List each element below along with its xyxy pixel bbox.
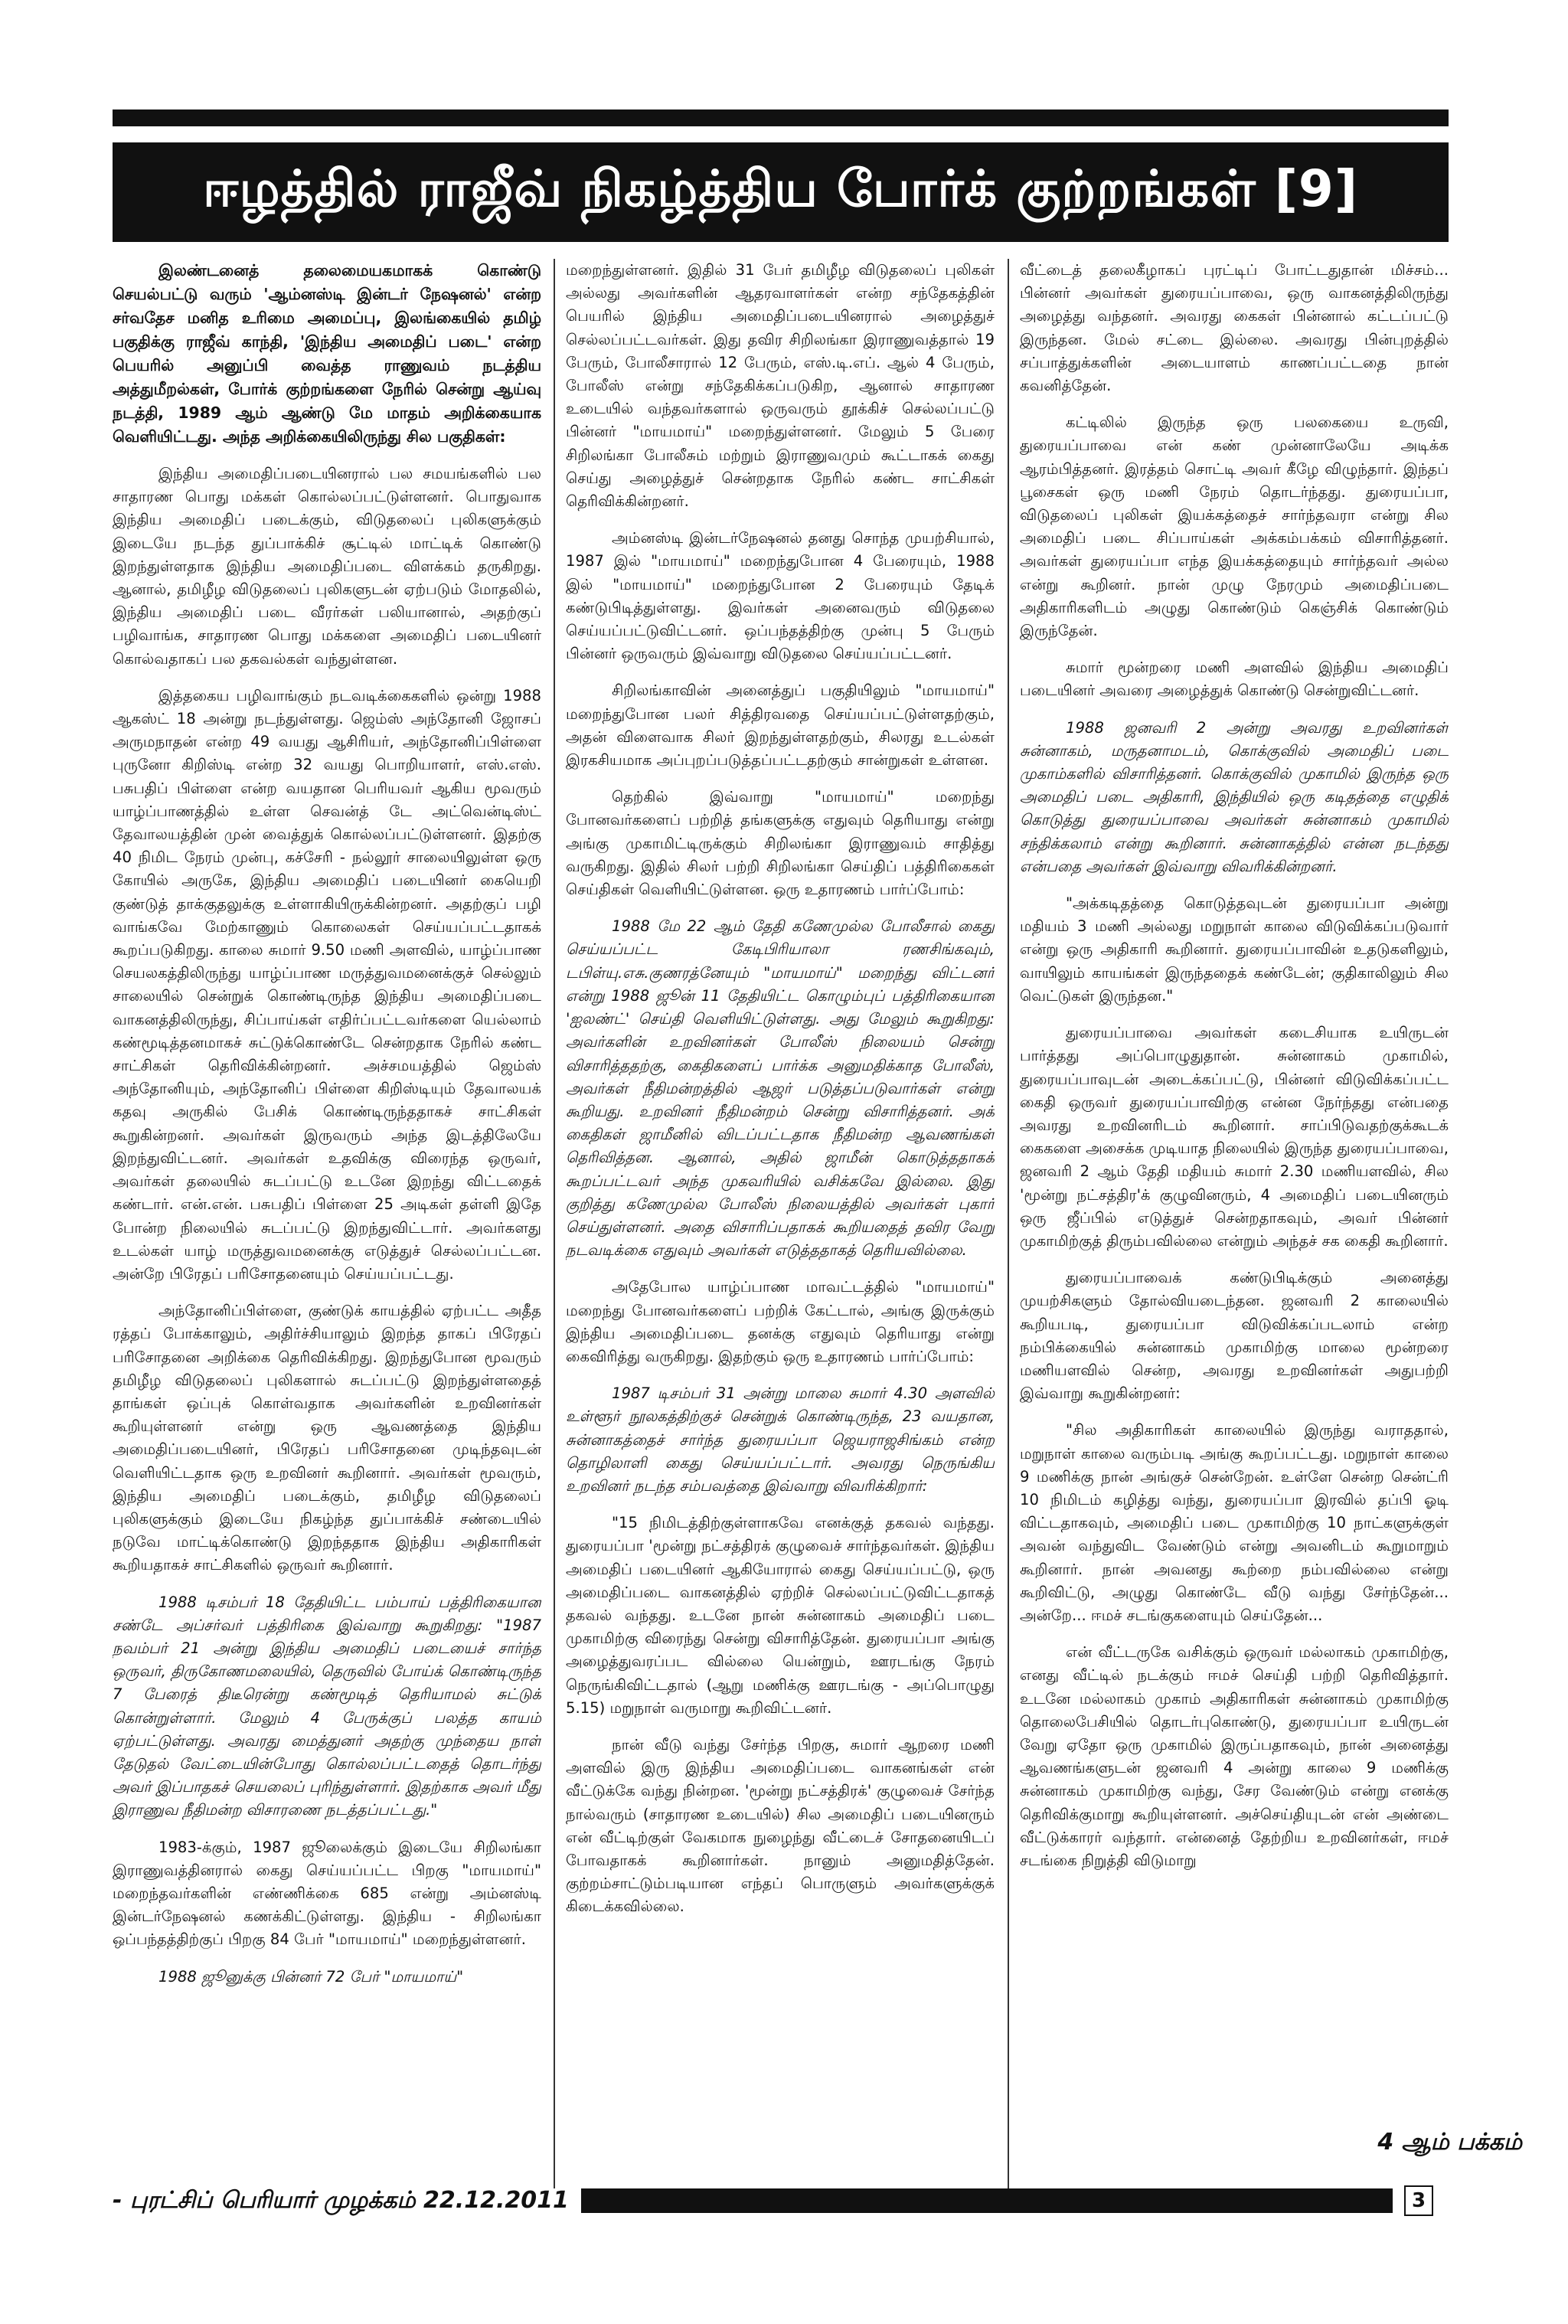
paragraph: இலண்டனைத் தலைமையகமாகக் கொண்டு செயல்பட்டு வரும் 'ஆம்னஸ்டி இன்டர் நேஷனல்' என்ற சர்வதேச மனித உரிமை அமைப்பு, இலங்கையில் தமிழ் பகுதிக்கு ராஜீவ் காந்தி, 'இந்திய அமைதிப் படை' என்ற பெயரில் அனுப்பி வைத்த ராணுவம் நடத்திய அத்துமீறல்கள், போர்க் குற்றங்களை நேரில் சென்று ஆய்வு நடத்தி, 1989 ஆம் ஆண்டு மே மாதம் அறிக்கையாக வெளியிட்டது. அந்த அறிக்கையிலிருந்து சில பகுதிகள்: [113,261,541,446]
paragraph: 1988 ஜூனுக்கு பின்னர் 72 பேர் "மாயமாய்" [158,1967,464,1986]
paragraph: "அக்கடிதத்தை கொடுத்தவுடன் துரையப்பா அன்று மதியம் 3 மணி அல்லது மறுநாள் காலை விடுவிக்கப்படுவார் என்று ஒரு அதிகாரி கூறினார். துரையப்பாவின் உதடுகளிலும், வாயிலும் காயங்கள் இருந்ததைக் கண்டேன்; குதிகாலிலும் சில வெட்டுகள் இருந்தன." [1020,894,1449,1005]
column-divider [1008,259,1009,2188]
paragraph: நான் வீடு வந்து சேர்ந்த பிறகு, சுமார் ஆறரை மணி அளவில் இரு இந்திய அமைதிப்படை வாகனங்கள் என் வீட்டுக்கே வந்து நின்றன. 'மூன்று நட்சத்திரக்' குழுவைச் சேர்ந்த நால்வரும் (சாதாரண உடையில்) சில அமைதிப் படையினரும் என் வீட்டிற்குள் வேகமாக நுழைந்து வீட்டைச் சோதனையிடப் போவதாகக் கூறினார்கள். நானும் அனுமதித்தேன். குற்றம்சாட்டும்படியான எந்தப் பொருளும் அவர்களுக்குக் கிடைக்கவில்லை. [566,1735,995,1916]
paragraph: 1988 டிசம்பர் 18 தேதியிட்ட பம்பாய் பத்திரிகையான சண்டே அப்சர்வர் பத்திரிகை இவ்வாறு கூறுகிறது: "1987 நவம்பர் 21 அன்று இந்திய அமைதிப் படையைச் சார்ந்த ஒருவர், திருகோணமலையில், தெருவில் போய்க் கொண்டிருந்த 7 பேரைத் திடீரென்று கண்மூடித் தெரியாமல் சுட்டுக் கொன்றுள்ளார். மேலும் 4 பேருக்குப் பலத்த காயம் ஏற்பட்டுள்ளது. அவரது மைத்துனர் அதற்கு முந்தைய நாள் தேடுதல் வேட்டையின்போது கொல்லப்பட்டதைத் தொடர்ந்து அவர் இப்பாதகச் செயலைப் புரிந்துள்ளார். இதற்காக அவர் மீது இராணுவ நீதிமன்ற விசாரணை நடத்தப்பட்டது." [113,1593,541,1819]
paragraph: கட்டிலில் இருந்த ஒரு பலகையை உருவி, துரையப்பாவை என் கண் முன்னாலேயே அடிக்க ஆரம்பித்தனர். இரத்தம் சொட்டி அவர் கீழே விழுந்தார். இந்தப் பூசைகள் ஒரு மணி நேரம் தொடர்ந்தது. துரையப்பா, விடுதலைப் புலிகள் இயக்கத்தைச் சார்ந்தவரா என்று சில அமைதிப் படை சிப்பாய்கள் அக்கம்பக்கம் விசாரித்தனர். அவர்கள் துரையப்பா எந்த இயக்கத்தையும் சார்ந்தவர் அல்ல என்று கூறினர். நான் முழு நேரமும் அமைதிப்படை அதிகாரிகளிடம் அழுது கொண்டும் கெஞ்சிக் கொண்டும் இருந்தேன். [1020,413,1449,640]
paragraph: இந்திய அமைதிப்படையினரால் பல சமயங்களில் பல சாதாரண பொது மக்கள் கொல்லப்பட்டுள்ளனர். பொதுவாக இந்திய அமைதிப் படைக்கும், விடுதலைப் புலிகளுக்கும் இடையே நடந்த துப்பாக்கிச் சூட்டில் மாட்டிக் கொண்டு இறந்துள்ளதாக இந்திய அமைதிப்படை விளக்கம் தருகிறது. ஆனால், தமிழீழ விடுதலைப் புலிகளுடன் ஏற்படும் மோதலில், இந்திய அமைதிப் படை வீரர்கள் பலியானால், அதற்குப் பழிவாங்க, சாதாரண பொது மக்களை அமைதிப் படையினர் கொல்வதாகப் பல தகவல்கள் வந்துள்ளன. [113,465,541,668]
paragraph: இத்தகைய பழிவாங்கும் நடவடிக்கைகளில் ஒன்று 1988 ஆகஸ்ட் 18 அன்று நடந்துள்ளது. ஜெம்ஸ் அந்தோனி ஜோசப் அருமநாதன் என்ற 49 வயது ஆசிரியர், அந்தோனிப்பிள்ளை புருனோ கிறிஸ்டி என்ற 32 வயது பொறியாளர், எஸ்.எஸ். பசுபதிப் பிள்ளை என்ற வயதான பெரியவர் ஆகிய மூவரும் யாழ்ப்பாணத்தில் உள்ள செவன்த் டே அட்வென்டிஸ்ட் தேவாலயத்தின் முன் வைத்துக் கொல்லப்பட்டுள்ளனர். இதற்கு 40 நிமிட நேரம் முன்பு, கச்சேரி - நல்லூர் சாலையிலுள்ள ஒரு கோயில் அருகே, இந்திய அமைதிப் படையினர் கையெறி குண்டுத் தாக்குதலுக்கு உள்ளாகியிருக்கின்றனர். அதற்குப் பழி வாங்கவே மேற்காணும் கொலைகள் செய்யப்பட்டதாகக் கூறப்படுகிறது. காலை சுமார் 9.50 மணி அளவில், யாழ்ப்பாண செயலகத்திலிருந்து யாழ்ப்பாண மருத்துவமனைக்குச் செல்லும் சாலையில் சென்றுக் கொண்டிருந்த இந்திய அமைதிப்படை வாகனத்திலிருந்து, சிப்பாய்கள் எதிர்ப்பட்டவர்களை யெல்லாம் கண்மூடித்தனமாகச் சுட்டுக்கொண்டே சென்றதாக நேரில் கண்ட சாட்சிகள் தெரிவிக்கின்றனர். அச்சமயத்தில் ஜெம்ஸ் அந்தோனியும், அந்தோனிப் பிள்ளை கிறிஸ்டியும் தேவாலயக் கதவு அருகில் பேசிக் கொண்டிருந்ததாகச் சாட்சிகள் கூறுகின்றனர். அவர்கள் இருவரும் அந்த இடத்திலேயே இறந்துவிட்டனர். அவர்கள் உதவிக்கு விரைந்த ஒருவர், அவர்கள் தலையில் சுடப்பட்டு உடனே இறந்து விட்டதைக் கண்டார். என்.என். பசுபதிப் பிள்ளை 25 அடிகள் தள்ளி இதே போன்ற நிலையில் சுடப்பட்டு இறந்துவிட்டார். அவர்களது உடல்கள் யாழ் மருத்துவமனைக்கு எடுத்துச் செல்லப்பட்டன. அன்றே பிரேதப் பரிசோதனையும் செய்யப்பட்டது. [113,686,541,1283]
footer [113,2184,1449,2218]
page-number: 3 [1404,2185,1433,2216]
paragraph: அம்னஸ்டி இன்டர்நேஷனல் தனது சொந்த முயற்சியால், 1987 இல் "மாயமாய்" மறைந்துபோன 4 பேரையும், 1988 இல் "மாயமாய்" மறைந்துபோன 2 பேரையும் தேடிக் கண்டுபிடித்துள்ளது. இவர்கள் அனைவரும் விடுதலை செய்யப்பட்டுவிட்டனர். ஒப்பந்தத்திற்கு முன்பு 5 பேரும் பின்னர் ஒருவரும் இவ்வாறு விடுதலை செய்யப்பட்டனர். [566,529,995,663]
paragraph: வீட்டைத் தலைகீழாகப் புரட்டிப் போட்டதுதான் மிச்சம்... பின்னர் அவர்கள் துரையப்பாவை, ஒரு வாகனத்திலிருந்து அழைத்து வந்தனர். அவரது கைகள் பின்னால் கட்டப்பட்டு இருந்தன. மேல் சட்டை இல்லை. அவரது பின்புறத்தில் சப்பாத்துக்களின் அடையாளம் காணப்பட்டதை நான் கவனித்தேன். [1020,261,1449,395]
publication-line: - புரட்சிப் பெரியார் முழக்கம் 22.12.2011 [113,2187,569,2214]
paragraph: 1987 டிசம்பர் 31 அன்று மாலை சுமார் 4.30 அளவில் உள்ளூர் நூலகத்திற்குச் சென்றுக் கொண்டிருந்த, 23 வயதான, சுன்னாகத்தைச் சார்ந்த துரையப்பா ஜெயராஜசிங்கம் என்ற தொழிலாளி கைது செய்யப்பட்டார். அவரது நெருங்கிய உறவினர் நடந்த சம்பவத்தை இவ்வாறு விவரிக்கிறார்: [566,1384,995,1495]
article-body [113,259,1449,2188]
paragraph: என் வீட்டருகே வசிக்கும் ஒருவர் மல்லாகம் முகாமிற்கு, எனது வீட்டில் நடக்கும் ஈமச் செய்தி பற்றி தெரிவித்தார். உடனே மல்லாகம் முகாம் அதிகாரிகள் சுன்னாகம் முகாமிற்கு தொலைபேசியில் தொடர்புகொண்டு, துரையப்பா உயிருடன் வேறு ஏதோ ஒரு முகாமில் இருப்பதாகவும், நான் அனைத்து ஆவணங்களுடன் ஜனவரி 4 அன்று காலை 9 மணிக்கு சுன்னாகம் முகாமிற்கு வந்து, சேர வேண்டும் என்று எனக்கு தெரிவிக்குமாறு கூறியுள்ளனர். அச்செய்தியுடன் என் அண்டை வீட்டுக்காரர் வந்தார். என்னைத் தேற்றிய உறவினர்கள், ஈமச் சடங்கை நிறுத்தி விடுமாறு [1020,1643,1449,1869]
paragraph: சுமார் மூன்றரை மணி அளவில் இந்திய அமைதிப் படையினர் அவரை அழைத்துக் கொண்டு சென்றுவிட்டனர். [1020,659,1449,700]
paragraph: துரையப்பாவைக் கண்டுபிடிக்கும் அனைத்து முயற்சிகளும் தோல்வியடைந்தன. ஜனவரி 2 காலையில் கூறியபடி, துரையப்பா விடுவிக்கப்படலாம் என்ற நம்பிக்கையில் சுன்னாகம் முகாமிற்கு மாலை மூன்றரை மணியளவில் சென்ற, அவரது உறவினர்கள் அதுபற்றி இவ்வாறு கூறுகின்றனர்: [1020,1269,1449,1403]
paragraph: 1988 ஜனவரி 2 அன்று அவரது உறவினர்கள் சுன்னாகம், மருதனாமடம், கொக்குவில் அமைதிப் படை முகாம்களில் விசாரித்தனர். கொக்குவில் முகாமில் இருந்த ஒரு அமைதிப் படை அதிகாரி, இந்தியில் ஒரு கடிதத்தை எழுதிக் கொடுத்து துரையப்பாவை அவர்கள் சுன்னாகம் முகாமில் சந்திக்கலாம் என்று கூறினார். சுன்னாகத்தில் என்ன நடந்தது என்பதை அவர்கள் இவ்வாறு விவரிக்கின்றனர். [1020,718,1449,875]
paragraph: 1983-க்கும், 1987 ஜூலைக்கும் இடையே சிறிலங்கா இராணுவத்தினரால் கைது செய்யப்பட்ட பிறகு "மாயமாய்" மறைந்தவர்களின் எண்ணிக்கை 685 என்று அம்னஸ்டி இன்டர்நேஷனல் கணக்கிட்டுள்ளது. இந்திய - சிறிலங்கா ஒப்பந்தத்திற்குப் பிறகு 84 பேர் "மாயமாய்" மறைந்துள்ளனர். [113,1838,541,1949]
column-divider [554,259,555,2188]
paragraph: தெற்கில் இவ்வாறு "மாயமாய்" மறைந்து போனவர்களைப் பற்றித் தங்களுக்கு எதுவும் தெரியாது என்று அங்கு முகாமிட்டிருக்கும் சிறிலங்கா இராணுவம் சாதித்து வருகிறது. இதில் சிலர் பற்றி சிறிலங்கா செய்திப் பத்திரிகைகள் செய்திகள் வெளியிட்டுள்ளன. ஒரு உதாரணம் பார்ப்போம்: [566,788,995,899]
paragraph: சிறிலங்காவின் அனைத்துப் பகுதியிலும் "மாயமாய்" மறைந்துபோன பலர் சித்திரவதை செய்யப்பட்டுள்ளதற்கும், அதன் விளைவாக சிலர் இறந்துள்ளதற்கும், சிலரது உடல்கள் இரகசியமாக அப்புறப்படுத்தப்பட்டதற்கும் சான்றுகள் உள்ளன. [566,682,995,770]
paragraph: "15 நிமிடத்திற்குள்ளாகவே எனக்குத் தகவல் வந்தது. துரையப்பா 'மூன்று நட்சத்திரக் குழுவைச் சார்ந்தவர்கள். இந்திய அமைதிப் படையினர் ஆகியோரால் கைது செய்யப்பட்டு, ஒரு அமைதிப்படை வாகனத்தில் ஏற்றிச் செல்லப்பட்டுவிட்டதாகத் தகவல் வந்தது. உடனே நான் சுன்னாகம் அமைதிப் படை முகாமிற்கு விரைந்து சென்று விசாரித்தேன். துரையப்பா அங்கு அழைத்துவரப்பட வில்லை யென்றும், ஊரடங்கு நேரம் நெருங்கிவிட்டதால் (ஆறு மணிக்கு ஊரடங்கு - அப்பொழுது 5.15) மறுநாள் வருமாறு கூறிவிட்டனர். [566,1514,995,1717]
paragraph: அதேபோல யாழ்ப்பாண மாவட்டத்தில் "மாயமாய்" மறைந்து போனவர்களைப் பற்றிக் கேட்டால், அங்கு இருக்கும் இந்திய அமைதிப்படை தனக்கு எதுவும் தெரியாது என்று கைவிரித்து வருகிறது. இதற்கும் ஒரு உதாரணம் பார்ப்போம்: [566,1278,995,1365]
paragraph: 1988 மே 22 ஆம் தேதி கணேமுல்ல போலீசால் கைது செய்யப்பட்ட கேடிபிரியாலா ரணசிங்கவும், டபிள்யு.எசு.குணரத்னேயும் "மாயமாய்" மறைந்து விட்டனர் என்று 1988 ஜூன் 11 தேதியிட்ட கொழும்புப் பத்திரிகையான 'ஐலண்ட்' செய்தி வெளியிட்டுள்ளது. அது மேலும் கூறுகிறது: அவர்களின் உறவினர்கள் போலீஸ் நிலையம் சென்று விசாரித்ததற்கு, கைதிகளைப் பார்க்க அனுமதிக்காத போலீஸ், அவர்கள் நீதிமன்றத்தில் ஆஜர் படுத்தப்படுவார்கள் என்று கூறியது. உறவினர் நீதிமன்றம் சென்று விசாரித்தனர். அக் கைதிகள் ஜாமீனில் விடப்பட்டதாக நீதிமன்ற ஆவணங்கள் தெரிவித்தன. ஆனால், அதில் ஜாமீன் கொடுத்ததாகக் கூறப்பட்டவர் அந்த முகவரியில் வசிக்கவே இல்லை. இது குறித்து கணேமுல்ல போலீஸ் நிலையத்தில் அவர்கள் புகார் செய்துள்ளனர். அதை விசாரிப்பதாகக் கூறியதைத் தவிர வேறு நடவடிக்கை எதுவும் அவர்கள் எடுத்ததாகத் தெரியவில்லை. [566,917,995,1260]
headline-band [113,142,1449,242]
column-1 [113,259,541,2188]
paragraph: மறைந்துள்ளனர். இதில் 31 பேர் தமிழீழ விடுதலைப் புலிகள் அல்லது அவர்களின் ஆதரவாளர்கள் என்ற சந்தேகத்தின் பெயரில் இந்திய அமைதிப்படையினரால் அழைத்துச் செல்லப்பட்டவர்கள். இது தவிர சிறிலங்கா இராணுவத்தால் 19 பேரும், போலீசாரால் 12 பேரும், எஸ்.டி.எப். ஆல் 4 பேரும், போலீஸ் என்று சந்தேகிக்கப்படுகிற, ஆனால் சாதாரண உடையில் வந்தவர்களால் ஒருவரும் தூக்கிச் செல்லப்பட்டு பின்னர் "மாயமாய்" மறைந்துள்ளனர். மேலும் 5 பேரை சிறிலங்கா போலீசும் மற்றும் இராணுவமும் கூட்டாகக் கைது செய்து அழைத்துச் சென்றதாக நேரில் கண்ட சாட்சிகள் தெரிவிக்கின்றனர். [566,261,995,511]
top-rule [113,109,1449,126]
column-3 [1020,259,1449,2188]
footer-bar [581,2188,1393,2213]
paragraph: "சில அதிகாரிகள் காலையில் இருந்து வராததால், மறுநாள் காலை வரும்படி அங்கு கூறப்பட்டது. மறுநாள் காலை 9 மணிக்கு நான் அங்குச் சென்றேன். உள்ளே சென்ற சென்ட்ரி 10 நிமிடம் கழித்து வந்து, துரையப்பா இரவில் தப்பி ஓடி விட்டதாகவும், அமைதிப் படை முகாமிற்கு 10 நாட்களுக்குள் அவன் வந்துவிட வேண்டும் என்று அவனிடம் கூறுமாறும் கூறினார். நான் அவனது கூற்றை நம்பவில்லை என்று கூறிவிட்டு, அழுது கொண்டே வீடு வந்து சேர்ந்தேன்... அன்றே... ஈமச் சடங்குகளையும் செய்தேன்... [1020,1421,1449,1624]
paragraph: அந்தோனிப்பிள்ளை, குண்டுக் காயத்தில் ஏற்பட்ட அதீத ரத்தப் போக்காலும், அதிர்ச்சியாலும் இறந்த தாகப் பிரேதப் பரிசோதனை அறிக்கை தெரிவிக்கிறது. இறந்துபோன மூவரும் தமிழீழ விடுதலைப் புலிகளால் சுடப்பட்டு இறந்துள்ளதைத் தாங்கள் ஒப்புக் கொள்வதாக அவர்களின் உறவினர்கள் கூறியுள்ளனர் என்று ஒரு ஆவணத்தை இந்திய அமைதிப்படையினர், பிரேதப் பரிசோதனை முடிந்தவுடன் வெளியிட்டதாக ஒரு உறவினர் கூறினார். அவர்கள் மூவரும், இந்திய அமைதிப் படைக்கும், தமிழீழ விடுதலைப் புலிகளுக்கும் இடையே நிகழ்ந்த துப்பாக்கிச் சண்டையில் நடுவே மாட்டிக்கொண்டு இறந்ததாக இந்திய அதிகாரிகள் கூறியதாகச் சாட்சிகளில் ஒருவர் கூறினார். [113,1302,541,1574]
paragraph: துரையப்பாவை அவர்கள் கடைசியாக உயிருடன் பார்த்தது அப்பொழுதுதான். சுன்னாகம் முகாமில், துரையப்பாவுடன் அடைக்கப்பட்டு, பின்னர் விடுவிக்கப்பட்ட கைதி ஒருவர் துரையப்பாவிற்கு என்ன நேர்ந்தது என்பதை அவரது உறவினரிடம் கூறினார். சாப்பிடுவதற்குக்கூடக் கைகளை அசைக்க முடியாத நிலையில் இருந்த துரையப்பாவை, ஜனவரி 2 ஆம் தேதி மதியம் சுமார் 2.30 மணியளவில், சில 'மூன்று நட்சத்திர'க் குழுவினரும், 4 அமைதிப் படையினரும் ஒரு ஜீப்பில் எடுத்துச் சென்றதாகவும், அவர் பின்னர் முகாமிற்குத் திரும்பவில்லை என்றும் அந்தச் சக கைதி கூறினார். [1020,1024,1449,1250]
headline: ஈழத்தில் ராஜீவ் நிகழ்த்திய போர்க் குற்றங்கள் [9] [202,159,1359,218]
column-2 [566,259,995,2188]
continued-marker: 4 ஆம் பக்கம் [1377,2129,1522,2156]
